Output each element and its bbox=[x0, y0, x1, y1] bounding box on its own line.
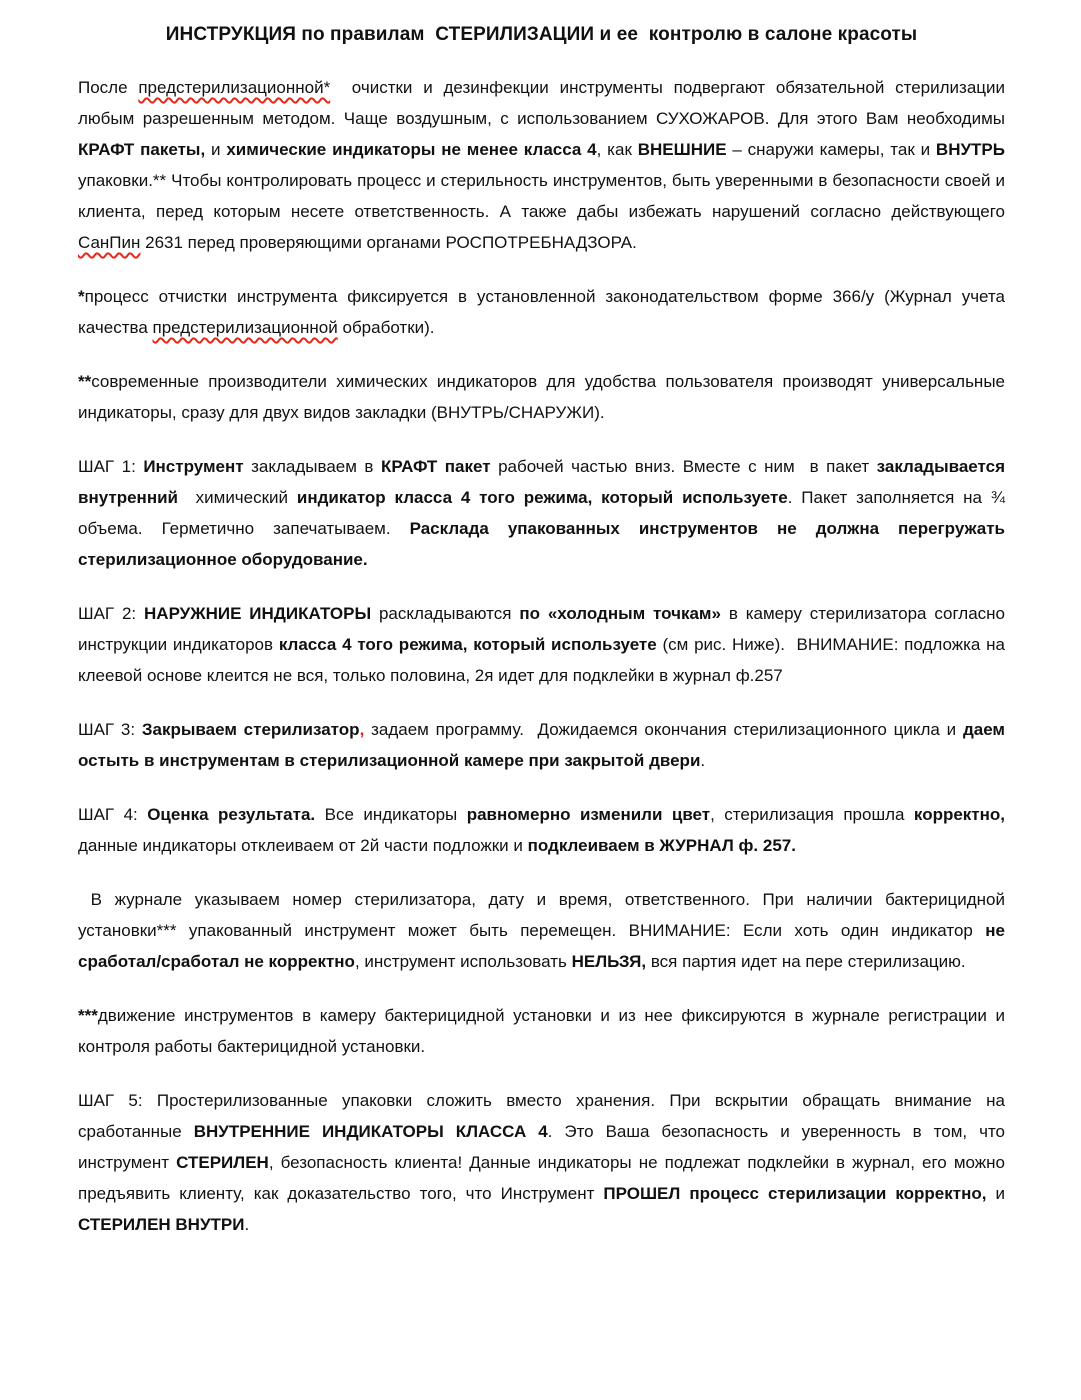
text-run: обработки). bbox=[337, 318, 435, 337]
text-run: ** bbox=[78, 372, 92, 391]
journal-paragraph bbox=[78, 884, 1010, 977]
text-run: Оценка результата. bbox=[147, 805, 316, 824]
text-run: КРАФТ пакет bbox=[380, 457, 499, 476]
text-run: (см рис. Ниже). ВНИМАНИЕ: подложка на клеевой основе клеится не вся, только половина, 2я идет для подклейки в журнал ф.257 bbox=[78, 635, 1010, 685]
misspelled-word: предстерилизационной bbox=[152, 318, 338, 337]
text-run: После bbox=[78, 78, 139, 97]
text-run: НАРУЖНИЕ ИНДИКАТОРЫ bbox=[144, 604, 372, 623]
text-run: Все индикаторы bbox=[315, 805, 467, 824]
text-run: * bbox=[78, 287, 85, 306]
text-run: класса 4 того режима, который используете bbox=[278, 635, 657, 654]
text-run: задаем программу. Дожидаемся окончания стерилизационного цикла и bbox=[364, 720, 963, 739]
text-run: , безопасность клиента! Данные индикаторы не подлежат подклейки в журнал, его можно предъявить клиенту, как доказательство того, что Инструмент bbox=[78, 1153, 1010, 1203]
text-run: подклеиваем в ЖУРНАЛ ф. 257. bbox=[527, 836, 796, 855]
text-run: , bbox=[359, 720, 365, 739]
step-2 bbox=[78, 598, 1010, 691]
text-run: ВНЕШНИЕ bbox=[637, 140, 727, 159]
text-run: очистки и дезинфекции инструменты подвергают обязательной стерилизации любым разрешенным методом. Чаще воздушным, с использованием СУХОЖАРОВ. Для этого Вам необходимы bbox=[78, 78, 1010, 128]
text-run: упаковки.** Чтобы контролировать процесс и стерильность инструментов, быть уверенными в безопасности своей и клиента, перед которым несете ответственность. А также дабы избежать нарушений согласно действующего bbox=[78, 140, 1010, 221]
footnote-double-asterisk bbox=[78, 366, 1010, 428]
text-run: ШАГ 3: bbox=[78, 720, 142, 739]
text-run: ВНУТРЬ bbox=[935, 140, 1005, 159]
text-run: ВНУТРЕННИЕ ИНДИКАТОРЫ КЛАССА 4 bbox=[193, 1122, 548, 1141]
misspelled-word: СанПин bbox=[78, 233, 141, 252]
text-run: В журнале указываем номер стерилизатора, дату и время, ответственного. При наличии бактерицидной установки*** упакованный инструмент может быть перемещен. ВНИМАНИЕ: Если хоть один индикатор bbox=[78, 890, 1010, 940]
text-run: . bbox=[244, 1215, 250, 1234]
text-run: , инструмент использовать bbox=[354, 952, 572, 971]
text-run: индикатор класса 4 того режима, который используете bbox=[296, 488, 788, 507]
document-body bbox=[78, 72, 1010, 1240]
text-run: Расклада упакованных инструментов не должна перегружать стерилизационное оборудование. bbox=[78, 519, 1010, 569]
step-3 bbox=[78, 714, 1010, 776]
text-run: даем остыть в инструментам в стерилизационной камере при закрытой двери bbox=[78, 720, 1010, 770]
text-run: . bbox=[700, 751, 706, 770]
text-run: ПРОШЕЛ процесс стерилизации корректно, bbox=[603, 1184, 987, 1203]
intro-paragraph bbox=[78, 72, 1010, 258]
text-run: рабочей частью вниз. Вместе с ним в пакет bbox=[498, 457, 877, 476]
text-run: . Это Ваша безопасность и уверенность в том, что инструмент bbox=[78, 1122, 1010, 1172]
text-run: процесс отчистки инструмента фиксируется в установленной законодательством форме 366/у (Журнал учета качества bbox=[78, 287, 1010, 337]
text-run: химические индикаторы не менее класса 4 bbox=[226, 140, 597, 159]
text-run: современные производители химических индикаторов для удобства пользователя производят универсальные индикаторы, сразу для двух видов закладки (ВНУТРЬ/СНАРУЖИ). bbox=[78, 372, 1010, 422]
text-run: корректно, bbox=[913, 805, 1006, 824]
text-run: не сработал/сработал не корректно bbox=[78, 921, 1010, 971]
text-run: , как bbox=[596, 140, 638, 159]
step-5 bbox=[78, 1085, 1010, 1240]
text-run: *** bbox=[78, 1006, 98, 1025]
text-run: Закрываем стерилизатор bbox=[141, 720, 360, 739]
step-1 bbox=[78, 451, 1010, 575]
text-run: и bbox=[986, 1184, 1010, 1203]
text-run: КРАФТ пакеты, bbox=[78, 140, 206, 159]
text-run: закладывается внутренний bbox=[78, 457, 1010, 507]
misspelled-word: предстерилизационной* bbox=[138, 78, 331, 97]
text-run: раскладываются bbox=[371, 604, 520, 623]
text-run: – снаружи камеры, так и bbox=[726, 140, 936, 159]
text-run: данные индикаторы отклеиваем от 2й части подложки и bbox=[78, 805, 1010, 855]
text-run: Инструмент bbox=[143, 457, 252, 476]
text-run: СТЕРИЛЕН bbox=[176, 1153, 269, 1172]
text-run: ШАГ 4: bbox=[78, 805, 148, 824]
text-run: закладываем в bbox=[251, 457, 381, 476]
text-run: по «холодным точкам» bbox=[519, 604, 721, 623]
text-run: и bbox=[205, 140, 227, 159]
text-run: , стерилизация прошла bbox=[710, 805, 914, 824]
footnote-triple-asterisk bbox=[78, 1000, 1010, 1062]
text-run: вся партия идет на пере стерилизацию. bbox=[646, 952, 966, 971]
text-run: . Пакет заполняется на ¾ объема. Герметично запечатываем. bbox=[78, 488, 1010, 538]
text-run: СТЕРИЛЕН ВНУТРИ bbox=[78, 1215, 245, 1234]
text-run: химический bbox=[177, 488, 297, 507]
text-run: ШАГ 2: bbox=[78, 604, 145, 623]
text-run: ШАГ 1: bbox=[78, 457, 144, 476]
document-title: ИНСТРУКЦИЯ по правилам СТЕРИЛИЗАЦИИ и ее контролю в салоне красоты bbox=[165, 24, 918, 45]
text-run: ШАГ 5: Простерилизованные упаковки сложить вместо хранения. При вскрытии обращать внимание на сработанные bbox=[78, 1091, 1010, 1141]
text-run: движение инструментов в камеру бактерицидной установки и из нее фиксируются в журнале регистрации и контроля работы бактерицидной установки. bbox=[78, 1006, 1010, 1056]
text-run: равномерно изменили цвет bbox=[466, 805, 711, 824]
text-run: в камеру стерилизатора согласно инструкции индикаторов bbox=[78, 604, 1010, 654]
text-run: НЕЛЬЗЯ, bbox=[571, 952, 647, 971]
text-run: 2631 перед проверяющими органами РОСПОТРЕБНАДЗОРА. bbox=[140, 233, 637, 252]
footnote-single-asterisk bbox=[78, 281, 1010, 343]
step-4 bbox=[78, 799, 1010, 861]
